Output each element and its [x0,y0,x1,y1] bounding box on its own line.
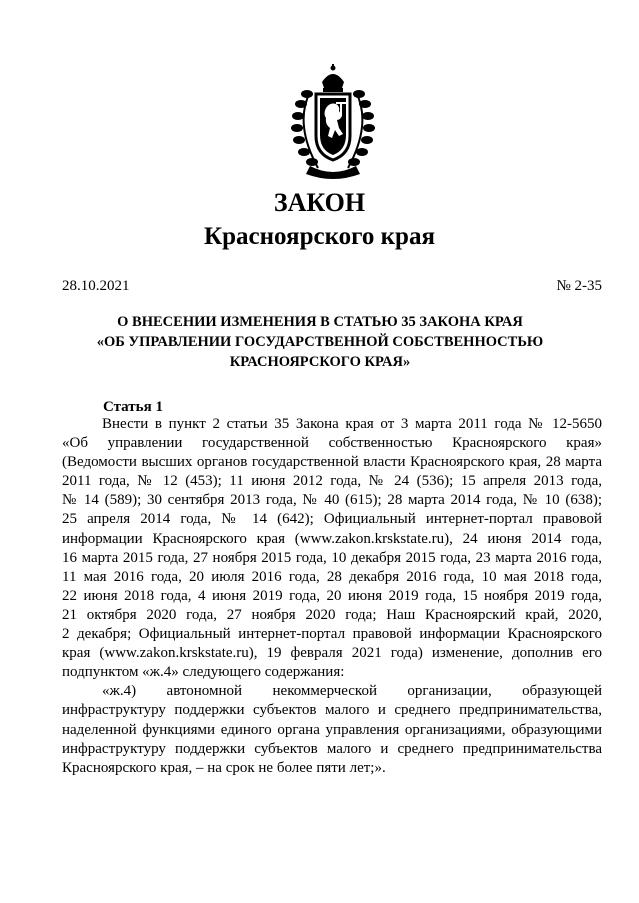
article-line: наделенной функциями единого органа управления организациями, образующими [62,721,602,738]
ribbon-icon [306,166,360,179]
article-line: 2011 года, № 12 (453); 11 июня 2012 года, № 24 (536); 15 апреля 2013 года, [62,473,602,490]
article-line: подпунктом «ж.4» следующего содержания: [62,664,345,681]
article-line: инфраструктуру поддержки субъектов малого и среднего предпринимательства, [62,702,602,719]
article-line: «ж.4) автономной некоммерческой организации, образующей [102,683,602,700]
article-line: Внести в пункт 2 статьи 35 Закона края от 3 марта 2011 года № 12-5650 [102,416,602,432]
crown-icon [322,64,344,92]
law-heading [40,312,600,372]
coat-of-arms-icon [290,64,376,182]
law-heading-line: «ОБ УПРАВЛЕНИИ ГОСУДАРСТВЕННОЙ СОБСТВЕННОСТЬЮ [96,334,544,350]
law-heading-line: О ВНЕСЕНИИ ИЗМЕНЕНИЯ В СТАТЬЮ 35 ЗАКОНА КРАЯ [117,314,523,330]
article-line: 16 марта 2015 года, 27 ноября 2015 года, 10 декабря 2015 года, 23 марта 2016 года, [62,549,602,566]
article-title: Статья 1 [103,399,163,415]
article-line: 11 мая 2016 года, 20 июля 2016 года, 28 декабря 2016 года, 10 мая 2018 года, [62,568,602,585]
article-body [62,415,602,778]
article-line: 22 июня 2018 года, 4 июня 2019 года, 20 июня 2019 года, 15 ноября 2019 года, [62,587,602,604]
law-heading-line: КРАСНОЯРСКОГО КРАЯ» [229,354,411,370]
oak-wreath-left-icon [291,90,318,168]
article-line: 21 октября 2020 года, 27 ноября 2020 года; Наш Красноярский край, 2020, [62,606,602,623]
article-line: (Ведомости высших органов государственной власти Красноярского края, 28 марта [62,454,602,471]
article-line: края (www.zakon.krskstate.ru), 19 февраля 2021 года) изменение, дополнив его [62,645,602,662]
article-line: 25 апреля 2014 года, № 14 (642); Официальный интернет-портал правовой [62,511,602,528]
law-number: № 2-35 [556,278,602,294]
article-line: № 14 (589); 30 сентября 2013 года, № 40 (615); 28 марта 2014 года, № 10 (638); [62,492,602,509]
law-date: 28.10.2021 [62,278,130,294]
article-line: «Об управлении государственной собственностью Красноярского края» [62,435,602,452]
law-subtitle: Красноярского края [204,223,435,250]
article-line: Красноярского края, – на срок не более пяти лет;». [62,759,386,776]
article-line: инфраструктуру поддержки субъектов малого и среднего предпринимательства [62,740,602,757]
law-title: ЗАКОН [273,188,366,217]
shield-icon [316,94,350,160]
article-line: информации Красноярского края (www.zakon.krskstate.ru), 24 июня 2014 года, [62,530,602,547]
article-line: 2 декабря; Официальный интернет-портал правовой информации Красноярского [62,626,602,643]
oak-wreath-right-icon [348,90,375,168]
